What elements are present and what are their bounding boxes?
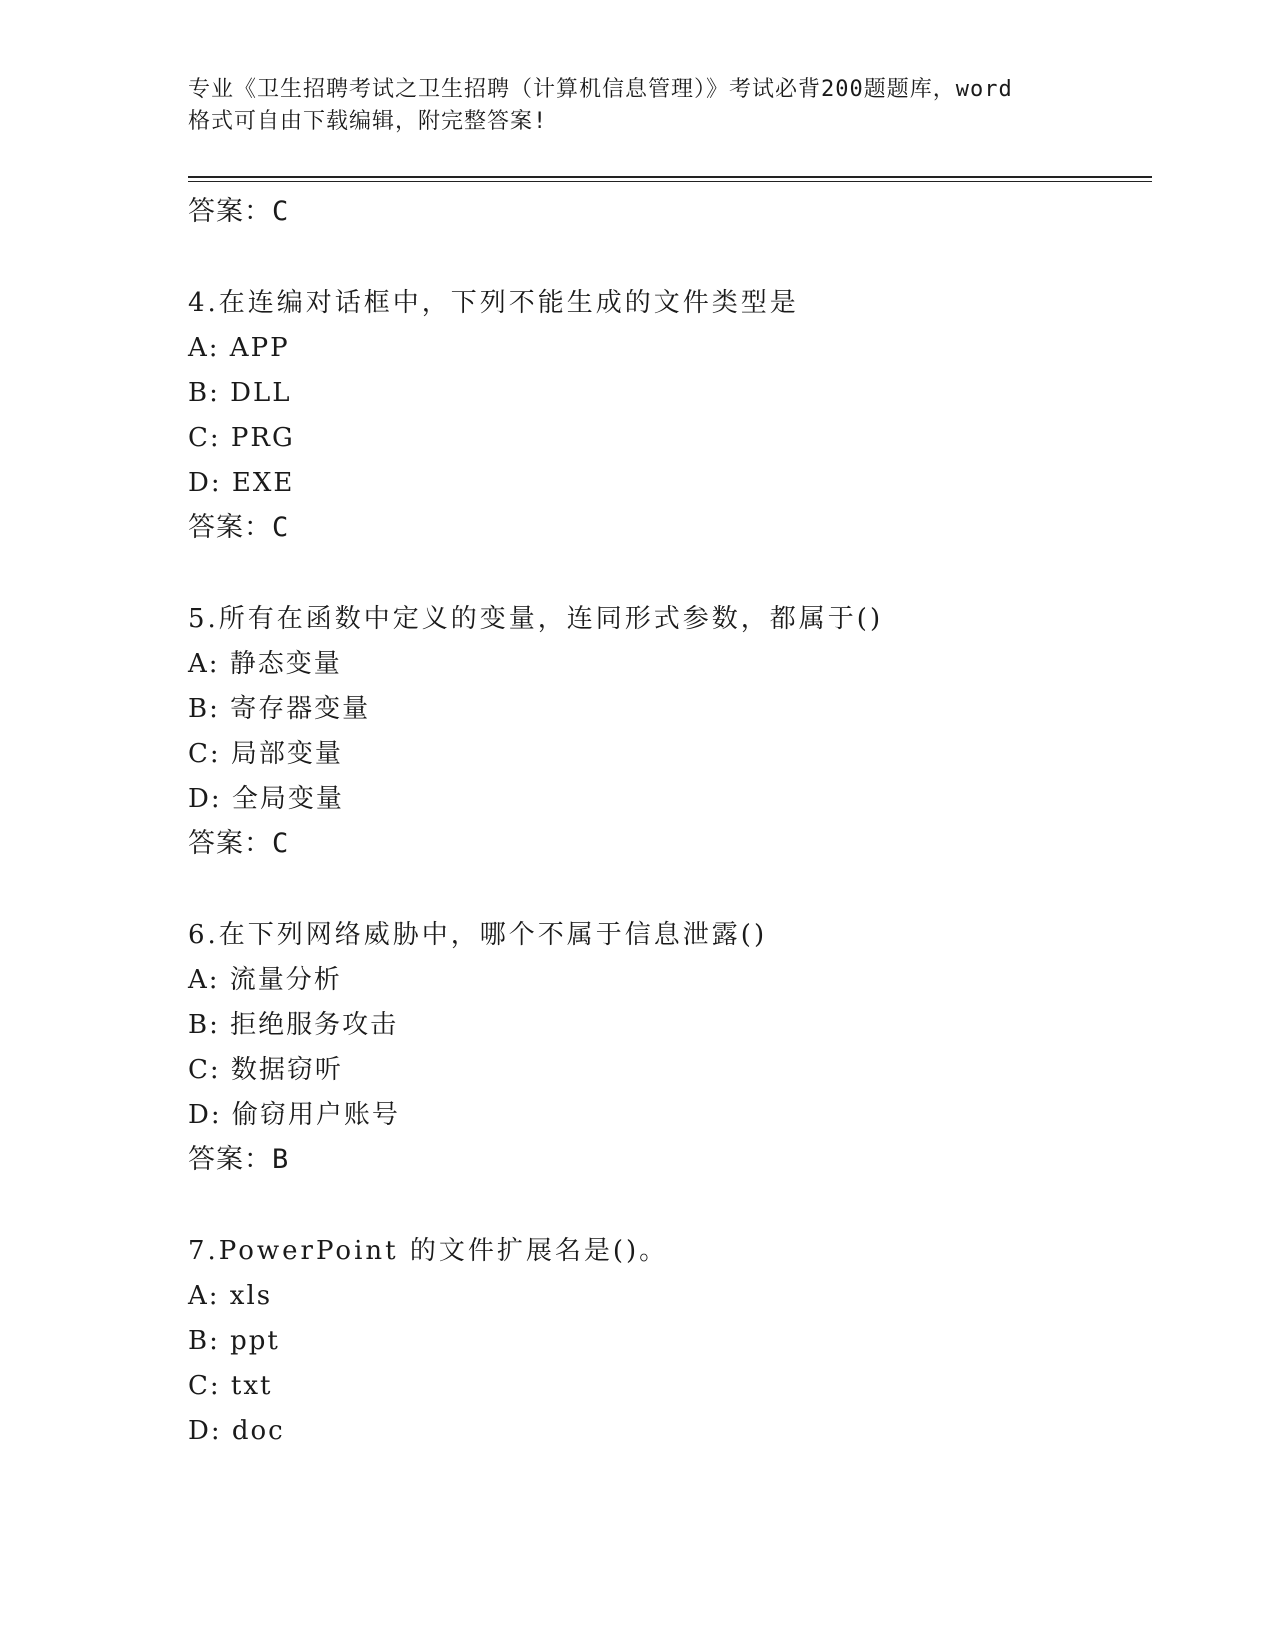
option-a: A: 流量分析	[188, 965, 342, 995]
option-d: D: 全局变量	[188, 784, 344, 814]
question-list	[188, 190, 1152, 1454]
option-b: B: 拒绝服务攻击	[188, 1010, 399, 1040]
spacer	[188, 1182, 1152, 1229]
answer-text: 答案：B	[188, 1144, 290, 1175]
spacer	[188, 550, 1152, 597]
header-divider-thick	[188, 176, 1152, 178]
header-line-2: 格式可自由下载编辑，附完整答案!	[188, 109, 548, 134]
question-text: 6.在下列网络威胁中，哪个不属于信息泄露()	[188, 920, 768, 950]
question-block-7	[188, 1229, 1152, 1454]
option-a: A: APP	[188, 333, 290, 363]
option-c: C: PRG	[188, 423, 295, 453]
option-d: D: EXE	[188, 468, 295, 498]
question-block-5	[188, 597, 1152, 866]
spacer	[188, 866, 1152, 913]
option-c: C: 局部变量	[188, 739, 343, 769]
question-text: 4.在连编对话框中，下列不能生成的文件类型是	[188, 288, 799, 318]
question-text: 7.PowerPoint 的文件扩展名是()。	[188, 1236, 669, 1266]
option-b: B: 寄存器变量	[188, 694, 371, 724]
option-c: C: 数据窃听	[188, 1055, 343, 1085]
previous-answer: 答案：C	[188, 196, 290, 227]
option-d: D: doc	[188, 1416, 285, 1446]
option-c: C: txt	[188, 1371, 273, 1401]
option-b: B: ppt	[188, 1326, 280, 1356]
question-block-4	[188, 281, 1152, 550]
header-divider-thin	[188, 181, 1152, 182]
option-d: D: 偷窃用户账号	[188, 1100, 400, 1130]
spacer	[188, 234, 1152, 281]
document-header	[188, 74, 1108, 138]
option-a: A: xls	[188, 1281, 273, 1311]
answer-text: 答案：C	[188, 512, 290, 543]
option-b: B: DLL	[188, 378, 292, 408]
option-a: A: 静态变量	[188, 649, 342, 679]
question-text: 5.所有在函数中定义的变量，连同形式参数，都属于()	[188, 604, 884, 634]
question-block-6	[188, 913, 1152, 1182]
header-line-1: 专业《卫生招聘考试之卫生招聘（计算机信息管理）》考试必背200题题库，word	[188, 77, 1013, 102]
answer-text: 答案：C	[188, 828, 290, 859]
